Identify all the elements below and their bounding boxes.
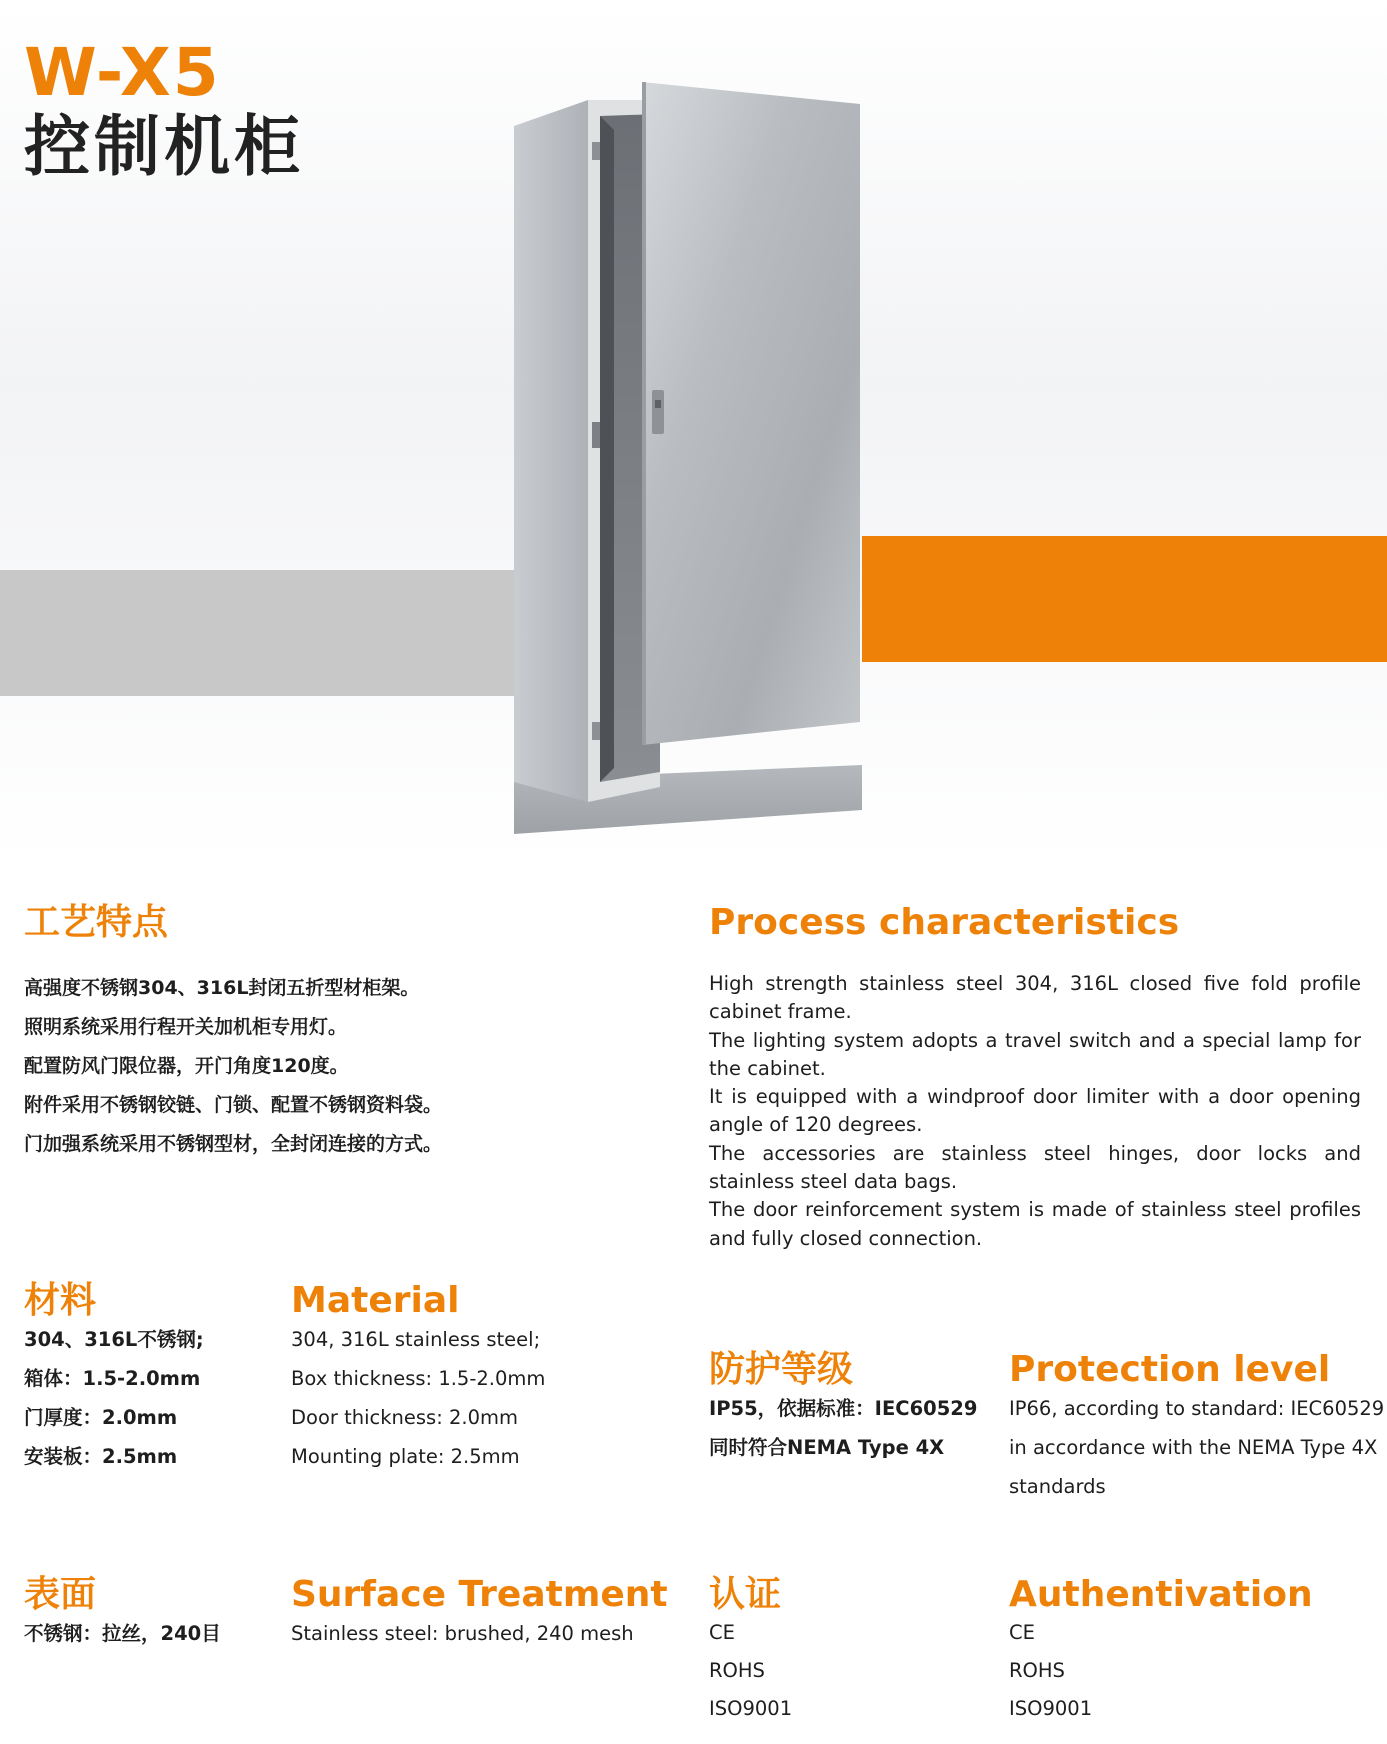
protection-zh-line: IP55，依据标准：IEC60529 [709, 1397, 978, 1420]
material-zh-line: 安装板：2.5mm [24, 1445, 178, 1468]
certification-zh-line: ROHS [709, 1659, 765, 1682]
protection-en-line: IP66, according to standard: IEC60529 [1009, 1397, 1385, 1420]
certification-en-line: ISO9001 [1009, 1697, 1093, 1720]
process-zh-line: 配置防风门限位器，开门角度120度。 [24, 1055, 349, 1077]
gray-band [0, 570, 560, 696]
material-en-line: Door thickness: 2.0mm [291, 1406, 518, 1429]
material-en-title: Material [291, 1280, 460, 1321]
certification-zh-list [709, 1614, 792, 1728]
protection-zh-list [709, 1389, 977, 1467]
certification-en-title: Authentivation [1009, 1574, 1313, 1615]
surface-en-title: Surface Treatment [291, 1574, 668, 1615]
certification-zh-title: 认证 [709, 1574, 782, 1615]
protection-en-line: standards [1009, 1475, 1106, 1498]
material-zh-title: 材料 [24, 1280, 97, 1321]
material-zh-list [24, 1320, 204, 1476]
process-en-line: The door reinforcement system is made of stainless steel profiles and fully closed connection. [709, 1198, 1361, 1250]
process-zh-title: 工艺特点 [24, 902, 169, 943]
material-en-line: Box thickness: 1.5-2.0mm [291, 1367, 546, 1390]
process-en-line: The accessories are stainless steel hinges, door locks and stainless steel data bags. [709, 1141, 1361, 1194]
process-zh-line: 照明系统采用行程开关加机柜专用灯。 [24, 1016, 348, 1038]
material-zh-line: 304、316L不锈钢; [24, 1328, 204, 1351]
surface-zh-line: 不锈钢：拉丝，240目 [24, 1622, 221, 1645]
protection-zh-title: 防护等级 [709, 1349, 854, 1390]
surface-zh-list [24, 1614, 221, 1653]
protection-en-line: in accordance with the NEMA Type 4X [1009, 1436, 1378, 1459]
process-en-list [709, 970, 1361, 1253]
process-en-line: It is equipped with a windproof door limiter with a door opening angle of 120 degrees. [709, 1085, 1361, 1137]
process-zh-list [24, 969, 442, 1164]
material-en-line: Mounting plate: 2.5mm [291, 1445, 520, 1468]
process-zh-line: 门加强系统采用不锈钢型材，全封闭连接的方式。 [24, 1133, 443, 1155]
certification-zh-line: ISO9001 [709, 1697, 793, 1720]
protection-en-list [1009, 1389, 1384, 1506]
surface-en-line: Stainless steel: brushed, 240 mesh [291, 1622, 634, 1645]
product-name: 控制机柜 [24, 108, 304, 185]
process-zh-line: 高强度不锈钢304、316L封闭五折型材柜架。 [24, 977, 420, 999]
process-en-line: The lighting system adopts a travel switch and a special lamp for the cabinet. [709, 1028, 1361, 1080]
material-en-list [291, 1320, 545, 1476]
model-number: W-X5 [24, 34, 221, 111]
certification-en-line: CE [1009, 1621, 1035, 1644]
orange-band [862, 536, 1387, 662]
certification-en-line: ROHS [1009, 1659, 1065, 1682]
material-en-line: 304, 316L stainless steel; [291, 1328, 541, 1351]
cabinet-product-image [510, 82, 870, 842]
protection-zh-line: 同时符合NEMA Type 4X [709, 1436, 945, 1459]
process-en-line: High strength stainless steel 304, 316L closed five fold profile cabinet frame. [709, 972, 1361, 1024]
surface-en-list [291, 1614, 634, 1653]
process-en-title: Process characteristics [709, 902, 1180, 943]
surface-zh-title: 表面 [24, 1574, 97, 1615]
certification-en-list [1009, 1614, 1092, 1728]
material-zh-line: 门厚度：2.0mm [24, 1406, 178, 1429]
protection-en-title: Protection level [1009, 1349, 1331, 1390]
material-zh-line: 箱体：1.5-2.0mm [24, 1367, 201, 1390]
process-zh-line: 附件采用不锈钢铰链、门锁、配置不锈钢资料袋。 [24, 1094, 443, 1116]
certification-zh-line: CE [709, 1621, 735, 1644]
